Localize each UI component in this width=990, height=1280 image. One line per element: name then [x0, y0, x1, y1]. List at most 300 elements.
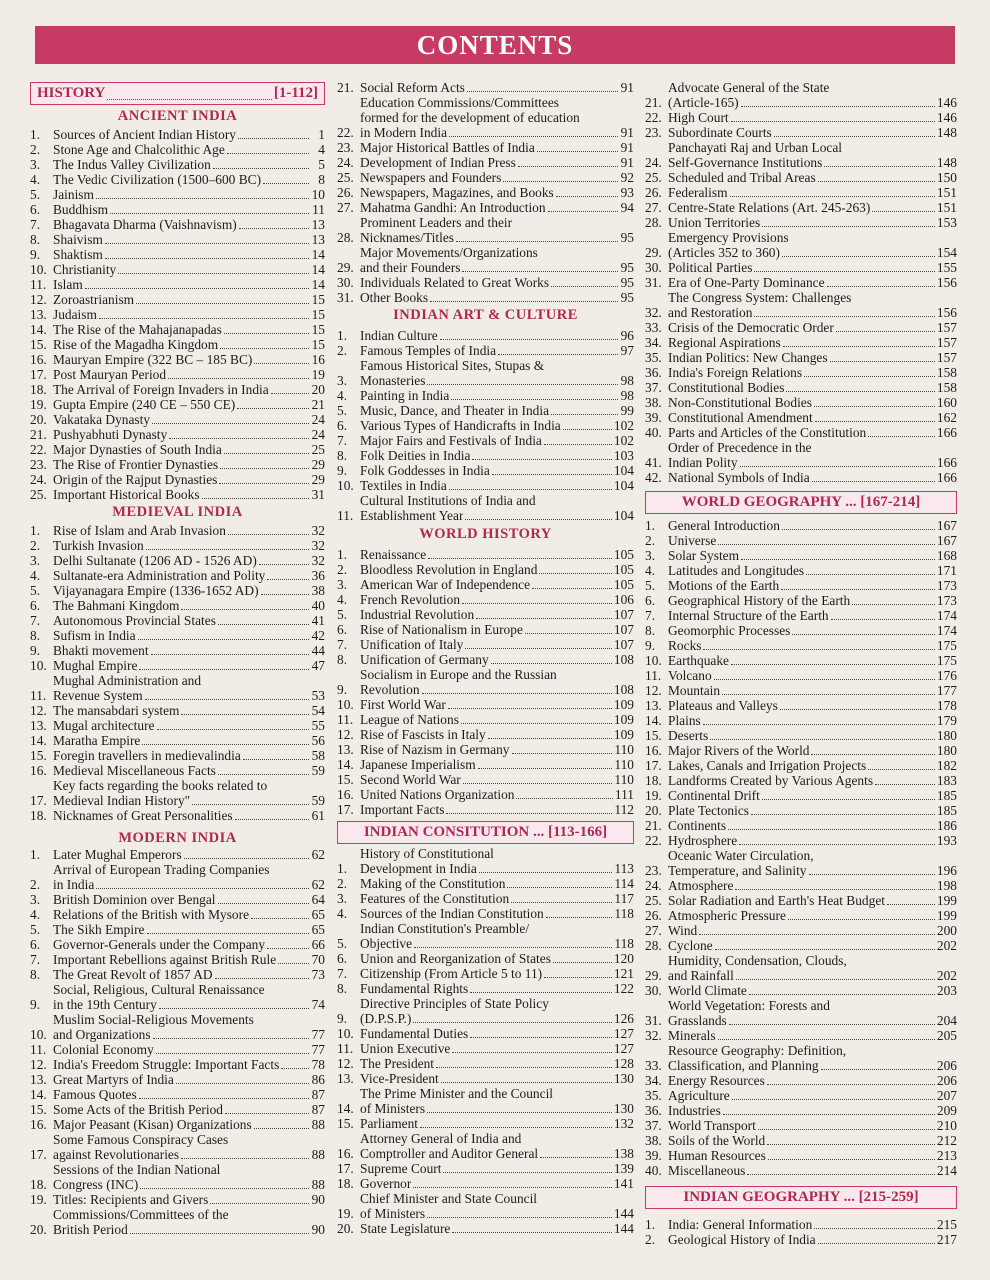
toc-entry[interactable] — [645, 833, 957, 848]
entry-number: 20. — [645, 803, 662, 818]
entry-page: 166 — [936, 425, 957, 440]
toc-entry[interactable] — [30, 733, 325, 748]
entry-title — [668, 518, 937, 533]
toc-entry[interactable] — [337, 403, 634, 418]
toc-entry[interactable] — [645, 1148, 957, 1163]
toc-entry[interactable] — [30, 1207, 325, 1237]
toc-entry[interactable] — [645, 938, 957, 953]
toc-entry[interactable] — [337, 1056, 634, 1071]
entry-title-line — [53, 598, 311, 613]
entry-title-line: Mughal Administration and — [53, 673, 202, 688]
toc-entry[interactable] — [337, 1026, 634, 1041]
toc-entry[interactable] — [30, 703, 325, 718]
entry-title-text: Geomorphic Processes — [668, 623, 791, 638]
dot-leader — [731, 664, 935, 665]
toc-entry[interactable] — [30, 367, 325, 382]
toc-entry[interactable] — [30, 643, 325, 658]
entry-title-text: Features of the Constitution — [360, 891, 510, 906]
toc-entry[interactable] — [30, 442, 325, 457]
toc-entry[interactable] — [337, 562, 634, 577]
toc-entry[interactable] — [337, 697, 634, 712]
toc-entry[interactable] — [337, 1176, 634, 1191]
dot-leader — [159, 1008, 309, 1009]
entry-page: 102 — [613, 433, 634, 448]
entry-number: 9. — [30, 643, 41, 658]
entry-title-text: and Rainfall — [668, 968, 734, 983]
entry-number: 36. — [645, 365, 662, 380]
toc-entry[interactable] — [645, 893, 957, 908]
entry-title — [360, 290, 620, 305]
toc-entry[interactable] — [337, 1191, 634, 1221]
toc-entry[interactable] — [645, 743, 957, 758]
entry-number: 30. — [645, 983, 662, 998]
entry-title-text: Comptroller and Auditor General — [360, 1146, 539, 1161]
entry-title-text: in India — [53, 877, 95, 892]
toc-entry[interactable] — [337, 607, 634, 622]
toc-entry[interactable] — [645, 953, 957, 983]
entry-title-text: The Vedic Civilization (1500–600 BC) — [53, 172, 262, 187]
entry-number: 2. — [337, 562, 348, 577]
entry-number: 25. — [645, 893, 662, 908]
toc-entry[interactable] — [30, 217, 325, 232]
toc-entry[interactable] — [337, 388, 634, 403]
entry-title-text: Second World War — [360, 772, 461, 787]
entry-title — [668, 953, 937, 983]
toc-entry[interactable] — [337, 1131, 634, 1161]
toc-entry[interactable] — [645, 1028, 957, 1043]
toc-entry[interactable] — [337, 478, 634, 493]
entry-title-line — [668, 968, 937, 983]
toc-entry[interactable] — [30, 922, 325, 937]
toc-entry[interactable] — [30, 202, 325, 217]
entry-page: 173 — [936, 578, 957, 593]
dot-leader — [243, 759, 309, 760]
toc-entry[interactable] — [645, 548, 957, 563]
toc-entry[interactable] — [645, 1133, 957, 1148]
entry-title-line — [668, 260, 937, 275]
entry-page: 205 — [936, 1028, 957, 1043]
toc-entry[interactable] — [645, 125, 957, 140]
toc-entry[interactable] — [30, 487, 325, 502]
toc-entry[interactable] — [645, 533, 957, 548]
dot-leader — [553, 962, 612, 963]
toc-entry[interactable] — [30, 583, 325, 598]
entry-page: 14 — [311, 247, 325, 262]
toc-entry[interactable] — [337, 1161, 634, 1176]
entry-title-line — [360, 508, 614, 523]
toc-entry[interactable] — [645, 470, 957, 485]
toc-entry[interactable] — [645, 713, 957, 728]
toc-entry[interactable] — [645, 425, 957, 440]
toc-entry[interactable] — [30, 523, 325, 538]
entry-title-line — [53, 847, 311, 862]
dot-leader — [758, 1129, 935, 1130]
toc-entry[interactable] — [645, 998, 957, 1028]
toc-entry[interactable] — [337, 170, 634, 185]
entry-title — [668, 425, 937, 440]
toc-entry[interactable] — [645, 518, 957, 533]
toc-entry[interactable] — [30, 892, 325, 907]
toc-entry[interactable] — [645, 215, 957, 230]
entry-title-text: French Revolution — [360, 592, 461, 607]
toc-entry[interactable] — [337, 727, 634, 742]
entry-title-line — [53, 937, 311, 952]
toc-entry[interactable] — [645, 773, 957, 788]
entry-title-text: Various Types of Handicrafts in India — [360, 418, 561, 433]
toc-entry[interactable] — [337, 493, 634, 523]
entry-number: 27. — [645, 923, 662, 938]
toc-entry[interactable] — [645, 608, 957, 623]
toc-entry[interactable] — [645, 1088, 957, 1103]
toc-entry[interactable] — [645, 578, 957, 593]
entry-title-text: Centre-State Relations (Art. 245-263) — [668, 200, 871, 215]
dot-leader — [507, 887, 612, 888]
toc-entry[interactable] — [645, 350, 957, 365]
dot-leader — [830, 361, 935, 362]
column-3 — [645, 76, 957, 1247]
toc-entry[interactable] — [645, 1103, 957, 1118]
section-banner — [645, 491, 957, 514]
toc-entry[interactable] — [645, 380, 957, 395]
toc-entry[interactable] — [645, 410, 957, 425]
toc-entry[interactable] — [30, 862, 325, 892]
toc-entry[interactable] — [645, 80, 957, 110]
entry-title — [360, 95, 620, 140]
toc-entry[interactable] — [337, 802, 634, 817]
toc-entry[interactable] — [645, 563, 957, 578]
toc-entry[interactable] — [337, 1221, 634, 1236]
entry-page: 98 — [620, 388, 634, 403]
toc-entry[interactable] — [30, 157, 325, 172]
entry-number: 1. — [30, 127, 41, 142]
toc-entry[interactable] — [645, 200, 957, 215]
entry-title-line — [668, 110, 937, 125]
toc-entry[interactable] — [30, 673, 325, 703]
entry-number: 17. — [337, 1161, 354, 1176]
toc-entry[interactable] — [30, 397, 325, 412]
entry-title — [53, 982, 311, 1012]
entry-title-text: The Indus Valley Civilization — [53, 157, 211, 172]
toc-entry[interactable] — [337, 95, 634, 140]
entry-title-text: State Legislature — [360, 1221, 451, 1236]
entry-title-text: Making of the Constitution — [360, 876, 506, 891]
entry-number: 21. — [337, 80, 354, 95]
toc-entry[interactable] — [30, 427, 325, 442]
toc-entry[interactable] — [645, 593, 957, 608]
toc-entry[interactable] — [337, 667, 634, 697]
toc-entry[interactable] — [30, 292, 325, 307]
toc-entry[interactable] — [337, 1116, 634, 1131]
toc-entry[interactable] — [337, 951, 634, 966]
entry-page: 111 — [614, 787, 634, 802]
entry-title-line — [360, 373, 620, 388]
entry-title — [53, 718, 311, 733]
toc-entry[interactable] — [645, 923, 957, 938]
toc-entry[interactable] — [337, 966, 634, 981]
toc-entry[interactable] — [337, 757, 634, 772]
toc-entry[interactable] — [645, 758, 957, 773]
toc-entry[interactable] — [30, 538, 325, 553]
entry-title — [668, 833, 937, 848]
toc-entry[interactable] — [645, 818, 957, 833]
toc-entry[interactable] — [645, 728, 957, 743]
entry-title — [360, 403, 620, 418]
entry-title-text: Vijayanagara Empire (1336-1652 AD) — [53, 583, 259, 598]
toc-entry[interactable] — [337, 846, 634, 876]
toc-entry[interactable] — [30, 247, 325, 262]
section-block — [30, 107, 325, 125]
toc-entry[interactable] — [337, 343, 634, 358]
toc-entry[interactable] — [645, 140, 957, 170]
toc-entry[interactable] — [337, 637, 634, 652]
toc-entry[interactable] — [30, 232, 325, 247]
toc-entry[interactable] — [30, 613, 325, 628]
toc-entry[interactable] — [337, 358, 634, 388]
entry-page: 146 — [936, 110, 957, 125]
dot-leader — [715, 949, 935, 950]
toc-entry[interactable] — [30, 322, 325, 337]
toc-entry[interactable] — [337, 577, 634, 592]
toc-entry[interactable] — [30, 907, 325, 922]
toc-entry[interactable] — [645, 320, 957, 335]
toc-entry[interactable] — [337, 876, 634, 891]
toc-entry[interactable] — [337, 592, 634, 607]
toc-entry[interactable] — [30, 1057, 325, 1072]
entry-title-line: Attorney General of India and — [360, 1131, 522, 1146]
entry-page: 91 — [620, 125, 634, 140]
toc-entry[interactable] — [30, 337, 325, 352]
toc-entry[interactable] — [645, 395, 957, 410]
entry-title — [360, 607, 614, 622]
toc-entry[interactable] — [337, 981, 634, 996]
toc-entry[interactable] — [337, 155, 634, 170]
toc-entry[interactable] — [30, 748, 325, 763]
toc-entry[interactable] — [30, 352, 325, 367]
entry-title-text: Rise of Nazism in Germany — [360, 742, 510, 757]
toc-entry[interactable] — [30, 457, 325, 472]
toc-entry[interactable] — [30, 967, 325, 982]
entry-title-line — [668, 653, 937, 668]
toc-entry[interactable] — [337, 200, 634, 215]
toc-entry[interactable] — [645, 1118, 957, 1133]
toc-entry[interactable] — [30, 1012, 325, 1042]
toc-entry[interactable] — [30, 262, 325, 277]
toc-entry[interactable] — [645, 185, 957, 200]
entry-number: 15. — [30, 1102, 47, 1117]
entry-title — [53, 322, 311, 337]
toc-entry[interactable] — [30, 382, 325, 397]
entry-title — [668, 893, 937, 908]
toc-entry[interactable] — [645, 230, 957, 260]
toc-entry[interactable] — [30, 598, 325, 613]
toc-entry[interactable] — [337, 772, 634, 787]
entry-number: 3. — [645, 548, 656, 563]
toc-entry[interactable] — [645, 683, 957, 698]
toc-entry[interactable] — [30, 172, 325, 187]
dot-leader — [868, 769, 935, 770]
toc-entry[interactable] — [645, 290, 957, 320]
toc-entry[interactable] — [645, 1043, 957, 1073]
dot-leader — [110, 213, 309, 214]
toc-entry[interactable] — [30, 718, 325, 733]
toc-entry[interactable] — [337, 652, 634, 667]
dot-leader — [782, 256, 935, 257]
entry-title — [668, 1073, 937, 1088]
entry-title-text: Famous Temples of India — [360, 343, 497, 358]
toc-entry[interactable] — [645, 878, 957, 893]
toc-entry[interactable] — [30, 277, 325, 292]
dot-leader — [181, 714, 309, 715]
dot-leader — [827, 286, 935, 287]
toc-entry[interactable] — [337, 1041, 634, 1056]
toc-entry[interactable] — [337, 463, 634, 478]
toc-entry[interactable] — [30, 1162, 325, 1192]
toc-entry[interactable] — [645, 1163, 957, 1178]
toc-entry[interactable] — [645, 638, 957, 653]
toc-entry[interactable] — [30, 1087, 325, 1102]
entry-page: 171 — [936, 563, 957, 578]
entry-number: 14. — [337, 1101, 354, 1116]
toc-entry[interactable] — [337, 742, 634, 757]
entry-number: 12. — [337, 1056, 354, 1071]
toc-entry[interactable] — [337, 1086, 634, 1116]
toc-entry[interactable] — [645, 440, 957, 470]
toc-entry[interactable] — [30, 628, 325, 643]
toc-entry[interactable] — [30, 952, 325, 967]
entry-title — [668, 713, 937, 728]
section-block — [30, 523, 325, 823]
entry-page: 167 — [936, 518, 957, 533]
toc-entry[interactable] — [645, 668, 957, 683]
entry-number: 31. — [337, 290, 354, 305]
toc-entry[interactable] — [645, 335, 957, 350]
entry-title — [360, 245, 620, 275]
entry-title-text: Important Historical Books — [53, 487, 200, 502]
entry-title — [360, 388, 620, 403]
toc-entry[interactable] — [337, 245, 634, 275]
toc-entry[interactable] — [645, 110, 957, 125]
entry-title — [53, 658, 311, 673]
dot-leader — [512, 753, 613, 754]
toc-entry[interactable] — [337, 787, 634, 802]
toc-entry[interactable] — [645, 170, 957, 185]
entry-title-text: Development of Indian Press — [360, 155, 516, 170]
toc-entry[interactable] — [645, 623, 957, 638]
toc-entry[interactable] — [337, 433, 634, 448]
toc-entry[interactable] — [337, 418, 634, 433]
toc-entry[interactable] — [30, 937, 325, 952]
entry-title-line — [360, 1041, 614, 1056]
toc-entry[interactable] — [337, 906, 634, 921]
entry-title-text: Relations of the British with Mysore — [53, 907, 250, 922]
toc-entry[interactable] — [337, 891, 634, 906]
toc-entry[interactable] — [30, 127, 325, 142]
toc-entry[interactable] — [30, 1132, 325, 1162]
toc-entry[interactable] — [337, 185, 634, 200]
toc-entry[interactable] — [337, 290, 634, 305]
toc-entry[interactable] — [30, 142, 325, 157]
toc-entry[interactable] — [337, 140, 634, 155]
toc-entry[interactable] — [30, 187, 325, 202]
entry-page: 25 — [311, 442, 325, 457]
entry-number: 15. — [30, 337, 47, 352]
toc-entry[interactable] — [30, 307, 325, 322]
toc-entry[interactable] — [30, 412, 325, 427]
toc-entry[interactable] — [645, 803, 957, 818]
toc-entry[interactable] — [337, 1071, 634, 1086]
entry-title — [668, 668, 937, 683]
toc-entry[interactable] — [30, 847, 325, 862]
toc-entry[interactable] — [30, 1072, 325, 1087]
entry-title-text: Gupta Empire (240 CE – 550 CE) — [53, 397, 236, 412]
toc-entry[interactable] — [645, 275, 957, 290]
toc-entry[interactable] — [337, 275, 634, 290]
toc-entry[interactable] — [645, 1232, 957, 1247]
toc-entry[interactable] — [337, 448, 634, 463]
toc-entry[interactable] — [645, 848, 957, 878]
toc-entry[interactable] — [30, 1102, 325, 1117]
entry-page: 141 — [613, 1176, 634, 1191]
toc-entry[interactable] — [337, 712, 634, 727]
entry-number: 4. — [30, 568, 41, 583]
toc-entry[interactable] — [30, 658, 325, 673]
toc-entry[interactable] — [645, 908, 957, 923]
toc-entry[interactable] — [645, 365, 957, 380]
toc-entry[interactable] — [645, 788, 957, 803]
toc-entry[interactable] — [30, 1042, 325, 1057]
toc-entry[interactable] — [337, 622, 634, 637]
entry-title-line — [53, 292, 311, 307]
entry-title-text: Fundamental Duties — [360, 1026, 469, 1041]
toc-entry[interactable] — [337, 921, 634, 951]
toc-entry[interactable] — [30, 982, 325, 1012]
dot-leader — [254, 1128, 309, 1129]
toc-entry[interactable] — [30, 778, 325, 808]
toc-entry[interactable] — [645, 260, 957, 275]
toc-entry[interactable] — [645, 983, 957, 998]
toc-entry[interactable] — [645, 1217, 957, 1232]
toc-entry[interactable] — [337, 80, 634, 95]
toc-entry[interactable] — [645, 1073, 957, 1088]
toc-entry[interactable] — [337, 328, 634, 343]
entry-title — [668, 110, 937, 125]
toc-entry[interactable] — [30, 553, 325, 568]
toc-entry[interactable] — [30, 1117, 325, 1132]
entry-title — [360, 697, 614, 712]
entry-title — [360, 1026, 614, 1041]
dot-leader — [213, 168, 309, 169]
entry-title-text: Major Dynasties of South India — [53, 442, 222, 457]
entry-title-line — [53, 1072, 311, 1087]
entry-title-text: and Restoration — [668, 305, 753, 320]
toc-entry[interactable] — [337, 215, 634, 245]
entry-title-line — [668, 185, 937, 200]
toc-entry[interactable] — [30, 763, 325, 778]
toc-entry[interactable] — [337, 547, 634, 562]
entry-title-text: Rise of the Magadha Kingdom — [53, 337, 219, 352]
toc-entry[interactable] — [645, 653, 957, 668]
toc-entry[interactable] — [30, 1192, 325, 1207]
toc-entry[interactable] — [30, 568, 325, 583]
entry-number: 26. — [645, 908, 662, 923]
entry-page: 204 — [936, 1013, 957, 1028]
toc-entry[interactable] — [30, 472, 325, 487]
entry-title — [53, 352, 311, 367]
toc-entry[interactable] — [30, 808, 325, 823]
entry-title-line — [360, 1161, 614, 1176]
toc-entry[interactable] — [645, 698, 957, 713]
toc-entry[interactable] — [337, 996, 634, 1026]
